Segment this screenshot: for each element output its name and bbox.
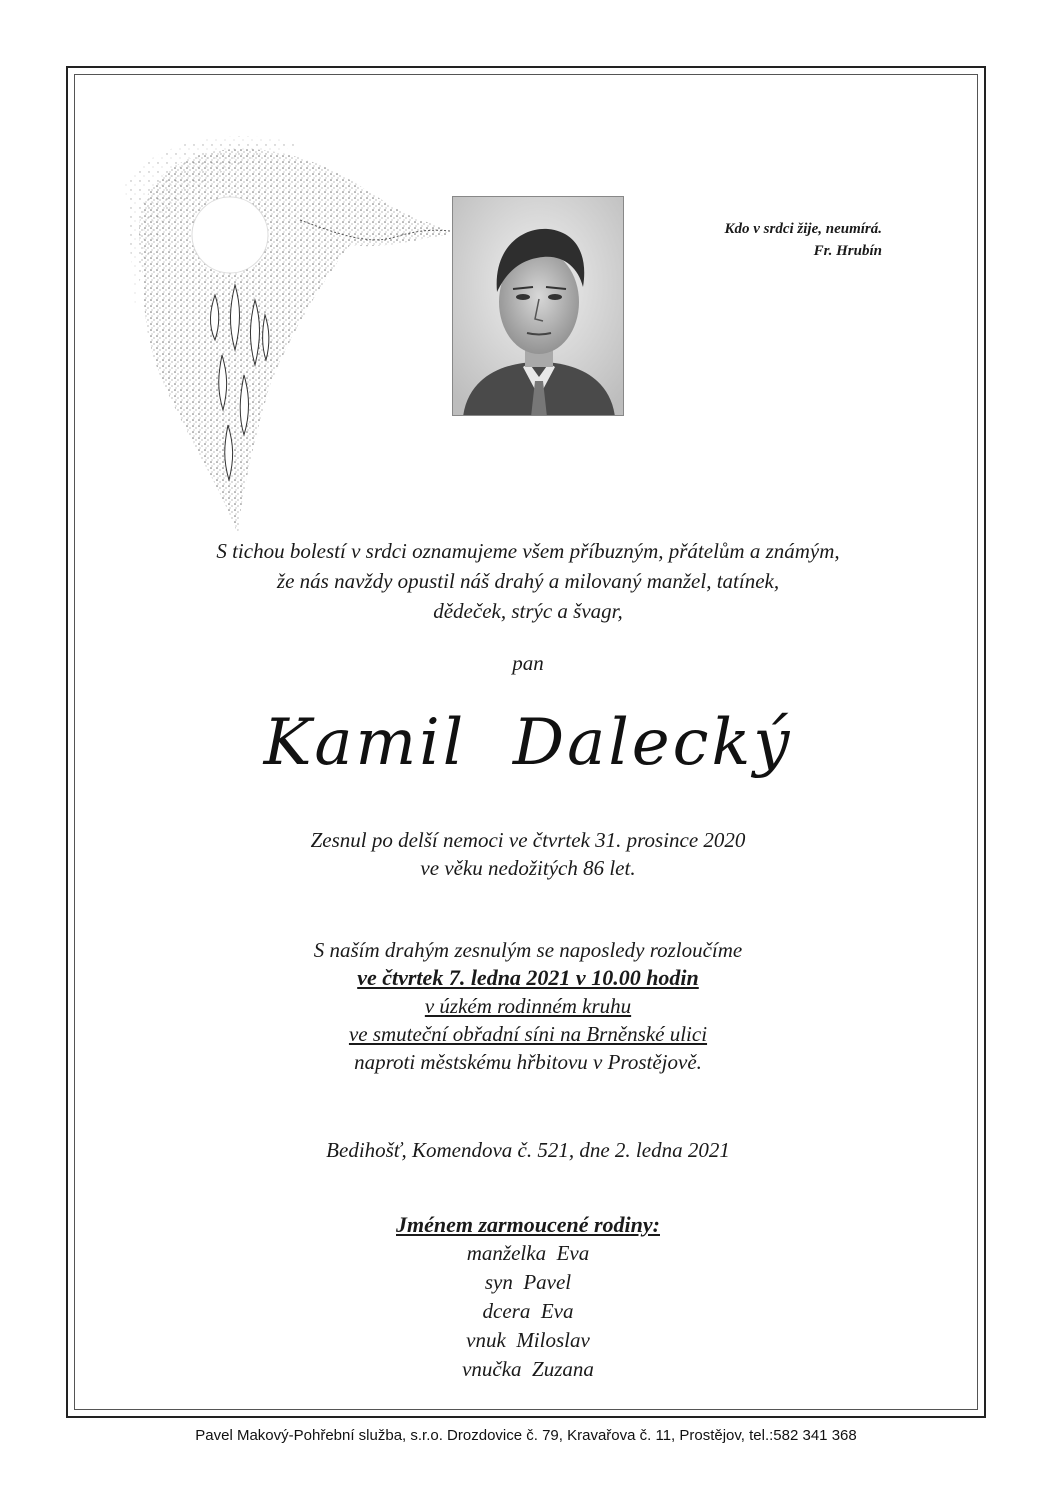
ceremony-intro: S naším drahým zesnulým se naposledy rozloučíme [313, 938, 743, 962]
family-block [130, 1210, 926, 1384]
death-info [130, 826, 926, 882]
announcement [130, 536, 926, 626]
family-member: syn Pavel [484, 1270, 572, 1294]
announcement-line: že nás navždy opustil náš drahý a milovaný manžel, tatínek, [276, 569, 780, 593]
ceremony-info [130, 936, 926, 1076]
honorific: pan [512, 651, 544, 675]
family-member: vnučka Zuzana [462, 1357, 594, 1381]
ceremony-location: naproti městskému hřbitovu v Prostějově. [354, 1050, 702, 1074]
quote-author: Fr. Hrubín [813, 243, 882, 259]
deceased-name: Kamil Dalecký [263, 706, 793, 780]
death-line-2: ve věku nedožitých 86 let. [420, 856, 636, 880]
portrait-photo [452, 196, 624, 416]
portrait-image [453, 197, 624, 416]
family-title: Jménem zarmoucené rodiny: [396, 1212, 660, 1237]
ceremony-circle: v úzkém rodinném kruhu [424, 994, 632, 1018]
ceremony-venue: ve smuteční obřadní síni na Brněnské ulici [348, 1022, 708, 1046]
candle-ornament-icon [120, 125, 460, 545]
announcement-line: S tichou bolestí v srdci oznamujeme všem příbuzným, přátelům a známým, [216, 539, 840, 563]
ceremony-datetime: ve čtvrtek 7. ledna 2021 v 10.00 hodin [357, 965, 699, 990]
death-line-1: Zesnul po delší nemoci ve čtvrtek 31. prosince 2020 [310, 828, 746, 852]
footer: Pavel Makový-Pohřební služba, s.r.o. Drozdovice č. 79, Kravařova č. 11, Prostějov, tel.:582 341 368 [195, 1427, 857, 1444]
announcement-line: dědeček, strýc a švagr, [433, 599, 623, 623]
quote-text: Kdo v srdci žije, neumírá. [724, 221, 882, 237]
quote [650, 218, 882, 262]
family-member: manželka Eva [466, 1241, 590, 1265]
family-list [130, 1239, 926, 1384]
family-member: dcera Eva [482, 1299, 574, 1323]
place-date: Bedihošť, Komendova č. 521, dne 2. ledna 2021 [326, 1138, 730, 1162]
family-member: vnuk Miloslav [466, 1328, 590, 1352]
